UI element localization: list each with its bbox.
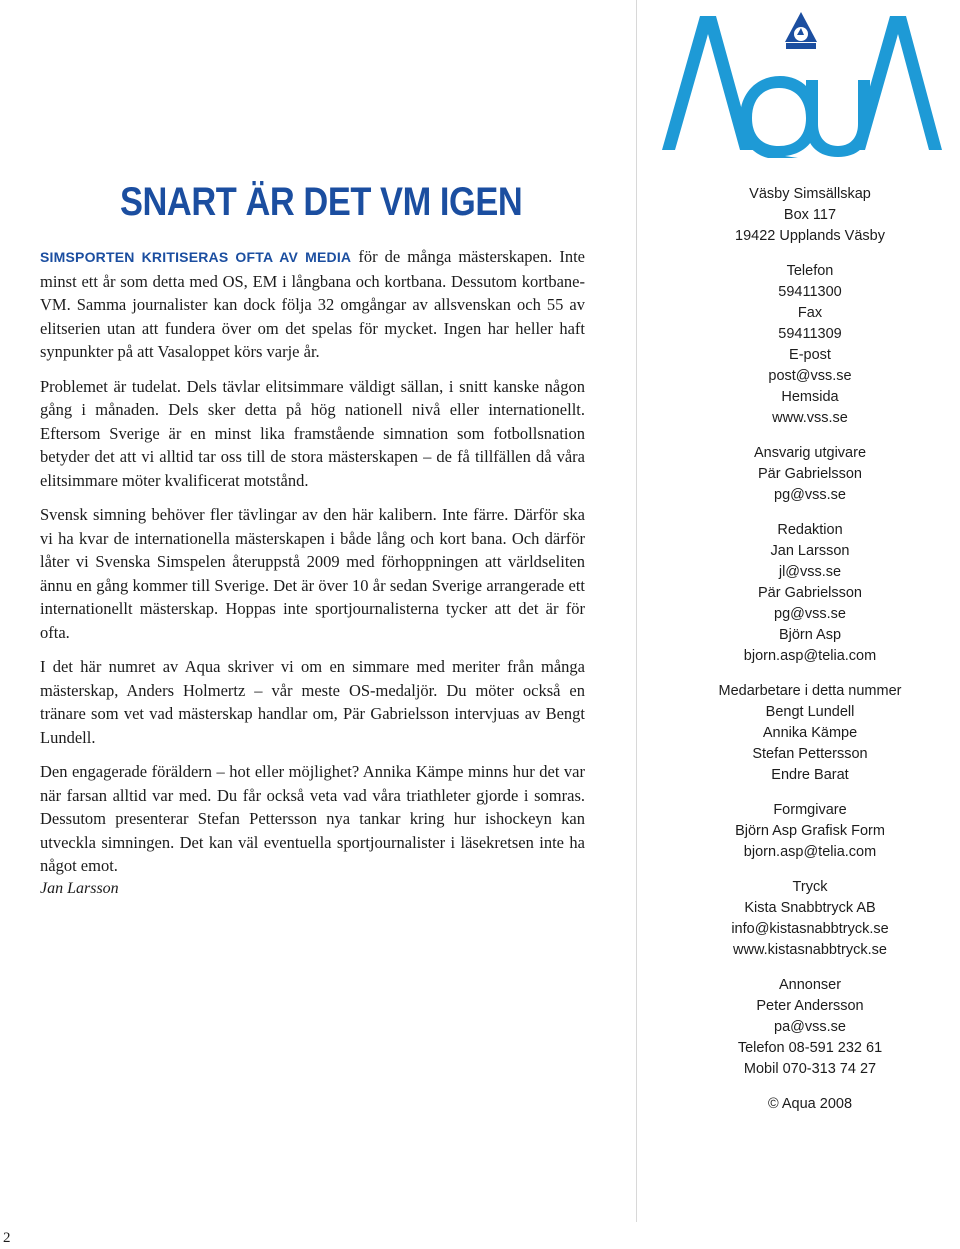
page-title: SNART ÄR DET VM IGEN xyxy=(120,180,523,224)
masthead-line: Pär Gabrielsson xyxy=(758,466,862,482)
masthead-line: 59411300 xyxy=(778,284,842,300)
article-paragraph: Den engagerade föräldern – hot eller möjlighet? Annika Kämpe minns hur det var när farsan alltid var med. Du får också veta vad våra triathleter gjorde i somras. Dessutom presenterar Stefan Pettersson nya tankar kring hur ishockeyn kan utveckla simningen. Det kan väl eventuella sportjournalister i läsekretsen inte ha något emot. xyxy=(40,762,585,875)
masthead-line: Medarbetare i detta nummer xyxy=(718,683,902,699)
masthead-line: Kista Snabbtryck AB xyxy=(744,900,876,916)
masthead-line: 59411309 xyxy=(778,326,842,342)
masthead-block xyxy=(660,800,960,863)
masthead-line: bjorn.asp@telia.com xyxy=(743,844,877,860)
masthead-line: pg@vss.se xyxy=(774,606,846,622)
article-paragraph: I det här numret av Aqua skriver vi om en simmare med meriter från många mästerskap, Anders Holmertz – vår meste OS-medaljör. Du möter också en tränare som vet vad mästerskap handlar om, Pär Gabrielsson intervjuas av Bengt Lundell. xyxy=(40,657,585,747)
masthead-line: Björn Asp Grafisk Form xyxy=(735,823,885,839)
masthead-line: Mobil 070-313 74 27 xyxy=(743,1061,877,1077)
masthead-line: post@vss.se xyxy=(768,368,852,384)
masthead-line: E-post xyxy=(789,347,831,363)
masthead-line: © Aqua 2008 xyxy=(767,1096,853,1112)
masthead-line: Endre Barat xyxy=(771,767,849,783)
masthead-block xyxy=(660,681,960,786)
logo-text: AQUA xyxy=(656,8,659,9)
masthead-line: bjorn.asp@telia.com xyxy=(743,648,877,664)
masthead-line: Väsby Simsällskap xyxy=(749,186,871,202)
masthead-line: Tryck xyxy=(792,879,828,895)
aqua-logo xyxy=(656,8,946,158)
article-paragraph: Svensk simning behöver fler tävlingar av den här kalibern. Inte färre. Därför ska vi ha kvar de internationella mästerskapen i både lång och kort bana. Och därför låter vi Svenska Simspelen återuppstå 2009 med förhoppningen att världseliten ännu en gång kommer till Sverige. Det är över 10 år sedan Sverige arrangerade ett internationellt mästerskap. Hoppas inte sportjournalisterna tycker att det är för ofta. xyxy=(40,505,585,642)
masthead-block xyxy=(660,184,960,247)
masthead-line: jl@vss.se xyxy=(778,564,842,580)
emblem-icon xyxy=(785,12,817,49)
masthead-block xyxy=(660,975,960,1080)
masthead-line: Annika Kämpe xyxy=(762,725,858,741)
masthead-block xyxy=(660,520,960,667)
masthead-line: Fax xyxy=(797,305,823,321)
masthead-line: Ansvarig utgivare xyxy=(753,445,867,461)
masthead-line: info@kistasnabbtryck.se xyxy=(731,921,889,937)
masthead-line: Telefon 08-591 232 61 xyxy=(737,1040,883,1056)
article-paragraph: Problemet är tudelat. Dels tävlar elitsimmare väldigt sällan, i snitt kanske någon gång i månaden. Dels sker detta på hög nationell nivå eller internationellt. Eftersom Sverige är en minst lika framstående simnation som fotbollsnation betyder det att vi alltid tar oss till de stora mästerskapen – de få tillfällen då våra elitsimmare möter kvalificerat motstånd. xyxy=(40,376,585,490)
masthead-line: Telefon xyxy=(786,263,834,279)
masthead-line: Pär Gabrielsson xyxy=(758,585,862,601)
masthead-line: pg@vss.se xyxy=(774,487,846,503)
article-body xyxy=(40,245,585,889)
page-number: 2 xyxy=(3,1230,11,1246)
masthead-line: Formgivare xyxy=(773,802,847,818)
masthead-block xyxy=(660,877,960,961)
masthead-block xyxy=(660,261,960,429)
masthead-block xyxy=(660,443,960,506)
masthead-line: Peter Andersson xyxy=(756,998,864,1014)
masthead-line: Box 117 xyxy=(783,207,837,223)
masthead-line: Stefan Pettersson xyxy=(752,746,868,762)
masthead-line: www.vss.se xyxy=(772,410,848,426)
masthead-line: Björn Asp xyxy=(778,627,842,643)
masthead xyxy=(660,184,960,1129)
paragraph-text: för de många mästerskapen. Inte minst ett år som detta med OS, EM i långbana och kortbana. Dessutom kortbane-VM. Samma journalister kan dock följa 32 omgångar av allsvenskan och 55 av elitserien utan att fundera över om det spelas för mycket. Ingen har heller haft synpunkter på att Vasaloppet körs varje år. xyxy=(40,247,585,361)
lead-in: SIMSPORTEN KRITISERAS OFTA AV MEDIA xyxy=(40,249,352,265)
masthead-line: Bengt Lundell xyxy=(765,704,855,720)
masthead-line: Jan Larsson xyxy=(770,543,850,559)
masthead-line: Redaktion xyxy=(777,522,843,538)
column-divider xyxy=(636,0,637,1222)
masthead-line: Annonser xyxy=(778,977,842,993)
masthead-block xyxy=(660,1094,960,1115)
masthead-line: pa@vss.se xyxy=(774,1019,846,1035)
masthead-line: www.kistasnabbtryck.se xyxy=(733,942,887,958)
masthead-line: Hemsida xyxy=(781,389,839,405)
signature: Jan Larsson xyxy=(40,880,119,897)
masthead-line: 19422 Upplands Väsby xyxy=(735,228,885,244)
article-paragraph xyxy=(40,245,585,364)
